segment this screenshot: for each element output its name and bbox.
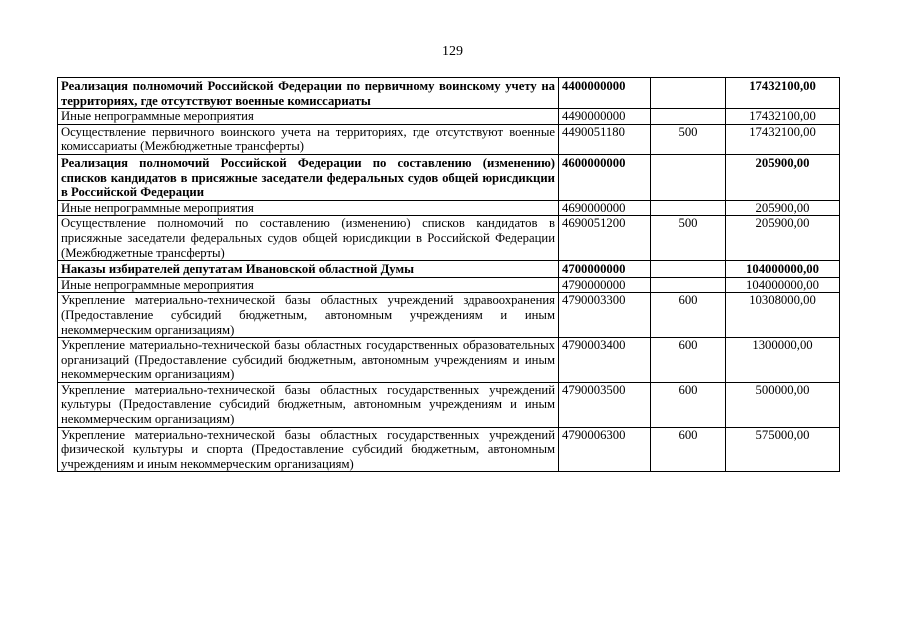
row-type-cell [651,277,726,293]
row-code-cell: 4400000000 [559,78,651,109]
row-name-cell: Иные непрограммные мероприятия [58,109,559,125]
table-row [58,277,840,293]
table-row [58,78,840,109]
row-name-cell: Иные непрограммные мероприятия [58,200,559,216]
row-type-cell: 600 [651,338,726,383]
row-code-cell: 4600000000 [559,154,651,200]
table-row [58,109,840,125]
row-amount-cell: 500000,00 [726,382,840,427]
row-code-cell: 4700000000 [559,261,651,278]
row-type-cell [651,109,726,125]
table-row [58,261,840,278]
table-row [58,338,840,383]
row-amount-cell: 575000,00 [726,427,840,472]
budget-table-body [58,78,840,472]
row-name-cell: Осуществление первичного воинского учета на территориях, где отсутствуют военные комиссариаты (Межбюджетные трансферты) [58,124,559,154]
row-code-cell: 4690000000 [559,200,651,216]
row-name-cell: Реализация полномочий Российской Федерации по составлению (изменению) списков кандидатов в присяжные заседатели федеральных судов общей юрисдикции в Российской Федерации [58,154,559,200]
row-name-cell: Укрепление материально-технической базы областных учреждений здравоохранения (Предоставление субсидий бюджетным, автономным учреждениям и иным некоммерческим организациям) [58,293,559,338]
row-code-cell: 4490000000 [559,109,651,125]
row-type-cell: 600 [651,382,726,427]
table-row [58,124,840,154]
row-name-cell: Укрепление материально-технической базы областных государственных учреждений физической культуры и спорта (Предоставление субсидий бюджетным, автономным учреждениям и иным некоммерческим организациям) [58,427,559,472]
row-amount-cell: 1300000,00 [726,338,840,383]
budget-table [57,77,840,472]
row-amount-cell: 104000000,00 [726,261,840,278]
row-amount-cell: 17432100,00 [726,124,840,154]
row-name-cell: Укрепление материально-технической базы областных государственных образовательных организаций (Предоставление субсидий бюджетным, автономным учреждениям и иным некоммерческим организациям) [58,338,559,383]
row-name-cell: Реализация полномочий Российской Федерации по первичному воинскому учету на территориях, где отсутствуют военные комиссариаты [58,78,559,109]
table-row [58,293,840,338]
row-type-cell [651,78,726,109]
row-amount-cell: 205900,00 [726,154,840,200]
row-code-cell: 4490051180 [559,124,651,154]
row-type-cell [651,200,726,216]
table-row [58,427,840,472]
row-code-cell: 4790003300 [559,293,651,338]
row-name-cell: Укрепление материально-технической базы областных государственных учреждений культуры (Предоставление субсидий бюджетным, автономным учреждениям и иным некоммерческим организациям) [58,382,559,427]
row-type-cell: 500 [651,124,726,154]
row-amount-cell: 104000000,00 [726,277,840,293]
row-code-cell: 4790006300 [559,427,651,472]
row-name-cell: Наказы избирателей депутатам Ивановской областной Думы [58,261,559,278]
page-number: 129 [442,44,463,59]
row-amount-cell: 205900,00 [726,200,840,216]
row-type-cell: 600 [651,293,726,338]
table-row [58,216,840,261]
row-type-cell: 500 [651,216,726,261]
row-type-cell: 600 [651,427,726,472]
row-name-cell: Иные непрограммные мероприятия [58,277,559,293]
table-row [58,382,840,427]
row-amount-cell: 17432100,00 [726,109,840,125]
row-amount-cell: 205900,00 [726,216,840,261]
row-code-cell: 4790003400 [559,338,651,383]
table-row [58,154,840,200]
row-code-cell: 4690051200 [559,216,651,261]
table-row [58,200,840,216]
row-code-cell: 4790003500 [559,382,651,427]
row-amount-cell: 10308000,00 [726,293,840,338]
row-code-cell: 4790000000 [559,277,651,293]
row-type-cell [651,261,726,278]
row-amount-cell: 17432100,00 [726,78,840,109]
row-type-cell [651,154,726,200]
row-name-cell: Осуществление полномочий по составлению (изменению) списков кандидатов в присяжные заседатели федеральных судов общей юрисдикции в Российской Федерации (Межбюджетные трансферты) [58,216,559,261]
